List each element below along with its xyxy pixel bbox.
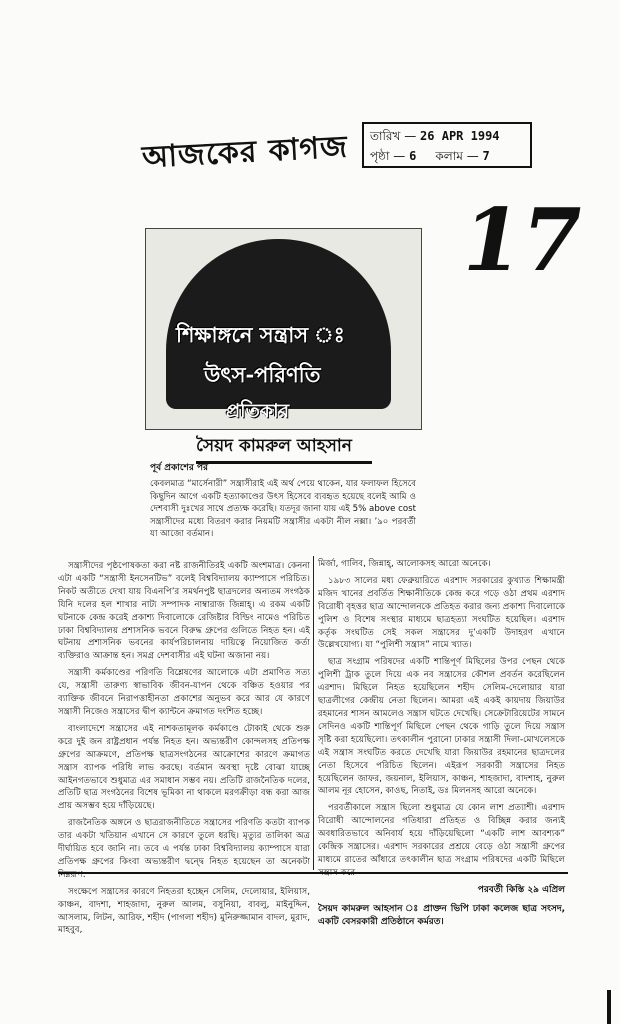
scan-edge-mark	[607, 990, 611, 1024]
author-credit: সৈয়দ কামরুল আহসান ঃ প্রাক্তন ভিপি ঢাকা কলেজ ছাত্র সংসদ, একটি বেসরকারী প্রতিষ্ঠানে কর্মরত।	[318, 903, 565, 927]
title-line-1: শিক্ষাঙ্গনে সন্ত্রাস ঃ	[176, 322, 345, 347]
intro-paragraph: কেবলমাত্র “মার্সেনারী” সন্ত্রাসীরাই এই অর্থ পেয়ে থাকেন, যার ফলাফল হিসেবে কিছুদিন আগে একটি হত্যাকাণ্ডের উৎস হিসেবে ব্যবহৃত হয়েছে বলেই আমি ও দেশবাসী দুঃখের সাথে প্রত্যক্ষ করেছি। যতদূর জানা যায় এই 5% above cost সন্ত্রাসীদের মধ্যে বিতরণ করার নিয়মটি সন্ত্রাসীর একটা নীল নক্সা। ’৯০ পরবর্তী যা আজো বর্তমান।	[150, 479, 416, 539]
newspaper-masthead: আজকের কাগজ	[141, 129, 349, 176]
page-column-row: পৃষ্ঠা — 6 কলাম — 7	[370, 149, 490, 163]
next-installment-note: পরবর্তী কিস্তি ২৯ এপ্রিল	[477, 884, 565, 895]
handwritten-number: 17	[453, 190, 591, 291]
date-row: তারিখ — 26 APR 1994	[370, 129, 500, 143]
col1-paragraph: বাংলাদেশে সন্ত্রাসের এই নাশকতামূলক কর্মকাণ্ডে টোকাই থেকে শুরু করে দুই জন রাষ্ট্রপ্রধান পর্যন্ত নিহত হন। অভ্যন্তরীণ কোন্দলসহ প্রতিপক্ষ গ্রুপের আক্রমণে, প্রতিপক্ষ ছাত্রসংগঠনের আক্রোশের কারণে ক্রমাগত সন্ত্রাস ব্যাপক পরিধি লাভ করছে। বর্তমান অবস্থা দৃষ্টে বোঝা যাচ্ছে আইনগতভাবে শুধুমাত্র এর সমাধান সম্ভব নয়। প্রতিটি রাজনৈতিক দলের, প্রতিটি ছাত্র সংগঠনের বিশেষ ভূমিকা না থাকলে মরণক্রীড়া বন্ধ করা আজ প্রায় অসম্ভব হয়ে দাঁড়িয়েছে।	[58, 723, 310, 812]
column-value: 7	[482, 149, 490, 163]
column-label: কলাম	[435, 149, 463, 163]
date-value: 26 APR 1994	[420, 129, 500, 143]
col1-paragraph: রাজনৈতিক অঙ্গনে ও ছাত্ররাজনীতিতে সন্ত্রাসের পরিণতি কতটা ব্যাপক তার একটা খতিয়ান এখানে সে কারণে তুলে ধরছি। মৃত্যুর তালিকা অত্র দীর্ঘায়িত হবে জানি না। তবে এ পর্যন্ত ঢাকা বিশ্ববিদ্যালয় ক্যাম্পাসে যারা প্রতিপক্ষ গ্রুপের কিংবা অভ্যন্তরীণ দ্বন্দ্বে নিহত হয়েছেন তা অনেকটা নিম্নরূপ:	[58, 818, 310, 880]
col2-paragraph: ছাত্র সংগ্রাম পরিষদের একটি শান্তিপূর্ণ মিছিলের উপর পেছন থেকে পুলিশী ট্রাক তুলে দিয়ে এক নব সন্ত্রাসের কৌশল প্রবর্তন করেছিলেন এরশাদ। মিছিলে নিহত হয়েছিলেন শহীদ সেলিম-দেলোয়ার যারা ছাত্রলীগের কেন্দ্রীয় নেতা ছিলেন। আমরা এই একই কায়দায় জিয়াউর রহমানের শাসন আমলেও সন্ত্রাস ঘটতে দেখেছি। সেক্রেটারিয়েটের সামনে সেদিনও একটি শান্তিপূর্ণ মিছিলে পেছন থেকে গাড়ি তুলে দিয়ে সন্ত্রাস সৃষ্টি করা হয়েছিলো। তৎকালীন পুরানো ঢাকার সন্ত্রাসী দিলা-মোখলেসকে এই সন্ত্রাস সংঘটিত করতে দেখেছি যারা জিয়াউর রহমানের ছাত্রদলের নেতা হিসেবে পরিচিত ছিলেন। এইরূপ সরকারী সন্ত্রাসের নিহত হয়েছিলেন জাফর, জয়নাল, ইলিয়াস, কাঞ্চন, শাহজাদা, বাদশাহ, নুরুল আলম নূর হোসেন, কাওছ, নিতাই, ডঃ মিলনসহ আরো অনেকে।	[318, 657, 565, 797]
col1-paragraph: সন্ত্রাসীদের পৃষ্ঠপোষকতা করা নষ্ট রাজনীতিরই একটি অংশমাত্র। কেননা এটা একটি “সন্ত্রাসী ইনসেনটিভ” বলেই বিশ্ববিদ্যালয় ক্যাম্পাসে পরিচিত। নিকট অতীতে দেখা যায় বিএনপি’র সমর্থনপুষ্ট ছাত্রদলের অন্যতম সংগঠক যিনি দলের হল শাখার নাট্য সম্পাদক নাম্বারাজ জিন্নাহ্‌। এ রকম একটি ঘটনাকে কেন্দ্র করেই প্রকাশ্য দিবালোকে রেজিষ্টার বিল্ডিং নামেও পরিচিত ঢাকা বিশ্ববিদ্যালয় প্রশাসনিক ভবনে বিরুদ্ধ গ্রুপের গুলিতে নিহত হন। এই ঘটনায় প্রশাসনিক ভবনের কার্যপরিচালনায় দায়িত্বে নিয়োজিত কর্তা ব্যক্তিরাও আক্রান্ত হন। সমগ্র দেশবাসীর এই ঘটনা অজানা নয়।	[58, 561, 310, 662]
continued-label: পূর্ব প্রকাশের পর	[150, 463, 208, 473]
clipping-date-box	[362, 122, 532, 168]
title-line-3: প্রতিকার	[226, 400, 290, 422]
col1-paragraph: সংক্ষেপে সন্ত্রাসের কারণে নিহতরা হচ্ছেন সেলিম, দেলোয়ার, ইলিয়াস, কাঞ্চন, বাদশা, শাহজাদা, নুরুল আলম, বসুনিয়া, বাবলু, মাইনুদ্দিন, আসলাম, লিটন, আরিফ, শহীদ (পাগলা শহীদ) মুনিরুজ্জামান বাদল, মুরাদ, মাহবুব,	[58, 886, 310, 936]
page-value: 6	[409, 149, 417, 163]
col2-paragraph: ১৯৮৩ সালের মধ্য ফেব্রুয়ারিতে এরশাদ সরকারের কুখ্যাত শিক্ষামন্ত্রী মজিদ খানের প্রবর্তিত শিক্ষানীতিকে কেন্দ্র করে গড়ে ওঠা প্রথম এরশাদ বিরোধী বৃহত্তর ছাত্র আন্দোলনকে প্রতিহত করার জন্য প্রকাশ্য দিবালোকে পুলিশ ও বিশেষ সংস্থার মাধ্যমে ছাত্রহত্যা সংঘটিত হয়েছিল। এরশাদ কর্তৃক সংঘটিত সেই সকল সন্ত্রাসের দু’একটি উদাহরণ এখানে উল্লেখযোগ্য। যা “পুলিশী সন্ত্রাস” নামে খ্যাত।	[318, 575, 565, 651]
col2-paragraph: পরবর্তীকালে সন্ত্রাস ছিলো শুধুমাত্র যে কোন লাশ প্রত্যাশী। এরশাদ বিরোধী আন্দোলনের গতিধারা প্রতিহত ও বিচ্ছিন্ন করার জন্যই অবধারিতভাবে অনিবার্য হয়ে দাঁড়িয়েছিলো “একটি লাশ আবশ্যক” কেন্দ্রিক সন্ত্রাসের। এরশাদ সরকারের প্রশ্রয়ে বেড়ে ওঠা সন্ত্রাসী গ্রুপের মাধ্যমে রাতের আঁধারে তৎকালীন ছাত্র সংগ্রাম পরিষদের একটি মিছিলে সন্ত্রাস করে	[318, 803, 565, 878]
title-line-2: উৎস-পরিণতি	[204, 362, 321, 387]
article-title-block	[145, 228, 422, 430]
article-author: সৈয়দ কামরুল আহসান	[196, 433, 372, 464]
date-label: তারিখ	[370, 129, 401, 143]
col2-paragraph: মির্জা, গালিব, জিন্নাহ্‌, আলোকসহ আরো অনেকে।	[318, 559, 491, 569]
page-label: পৃষ্ঠা	[370, 149, 390, 163]
col1-paragraph: সন্ত্রাসী কর্মকাণ্ডের পরিণতি বিশ্লেষণের আলোকে এটা প্রমাণিত সত্য যে, সন্ত্রাসী তারুণ্য স্বাভাবিক জীবন-যাপন থেকে বঞ্চিত হওয়ার পর ব্যাক্তিক জীবনে নিরাপত্তাহীনতা প্রকাশের অনুভব করে আর যে কারণে সন্ত্রাসী নিজেও সন্ত্রাসের দ্বীপ ক্যান্টনে ক্রমাগত দংশিত হচ্ছে।	[58, 668, 310, 717]
column-divider	[313, 556, 314, 870]
article-column-1	[58, 560, 310, 941]
article-bottom-rule	[58, 872, 568, 874]
